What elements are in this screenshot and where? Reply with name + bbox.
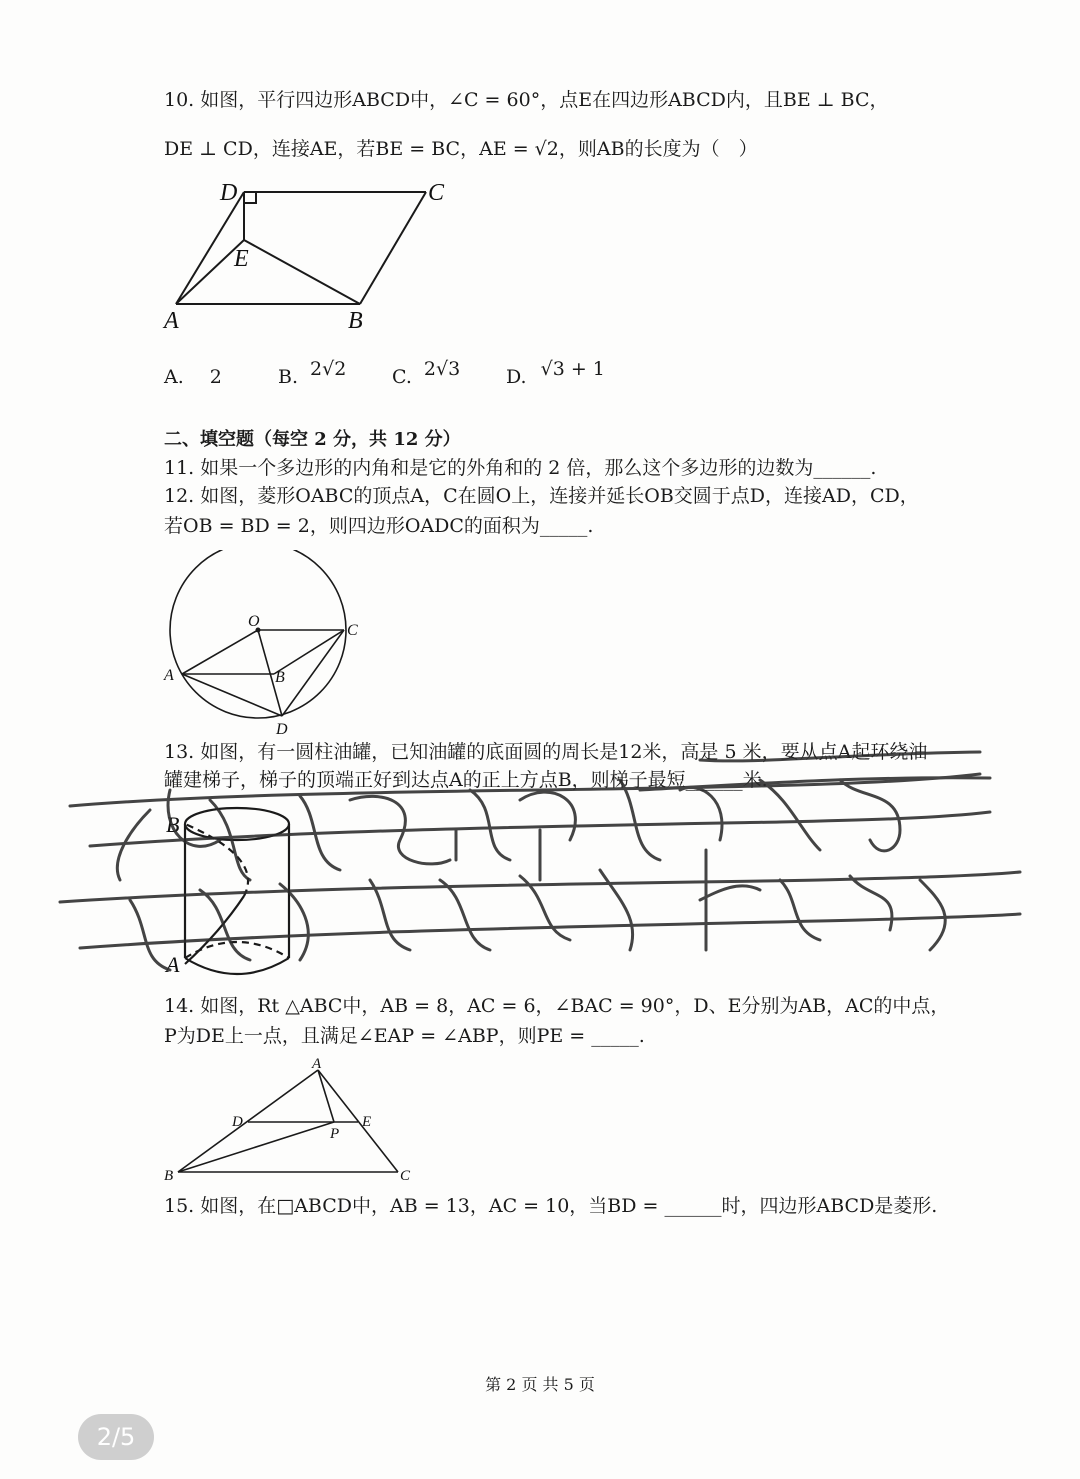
label-b: B: [164, 1168, 174, 1184]
label-d: D: [220, 180, 238, 206]
label-c: C: [347, 622, 358, 639]
label-d: D: [232, 1114, 243, 1130]
q12-line1: 12. 如图，菱形OABC的顶点A，C在圆O上，连接并延长OB交圆于点D，连接AD，CD，: [164, 485, 919, 507]
seg-bc: [274, 630, 344, 674]
seg-bp: [178, 1122, 334, 1172]
right-angle-mark: [244, 192, 256, 203]
ladder-path-back: [185, 824, 248, 896]
ladder-path-front: [185, 896, 244, 964]
label-a: A: [312, 1056, 322, 1072]
label-c: C: [428, 180, 445, 206]
q14-line1: 14. 如图，Rt △ABC中，AB = 8，AC = 6，∠BAC = 90°，D、E分别为AB，AC的中点，: [164, 995, 950, 1017]
q10-line2: DE ⊥ CD，连接AE，若BE = BC，AE = √2，则AB的长度为（ ）: [164, 138, 758, 160]
q10-line1: 10. 如图，平行四边形ABCD中，∠C = 60°，点E在四边形ABCD内，且BE ⊥ BC，: [164, 89, 889, 111]
seg-ab: [178, 1070, 318, 1172]
q12-figure: [160, 550, 380, 740]
label-a: A: [164, 308, 179, 334]
seg-ad: [182, 674, 282, 716]
q13-line1: 13. 如图，有一圆柱油罐，已知油罐的底面圆的周长是12米，高是 5 米，要从点A起环绕油: [164, 741, 928, 763]
label-d: D: [276, 721, 288, 738]
page-indicator[interactable]: 2/5: [78, 1414, 154, 1460]
label-c: C: [400, 1168, 411, 1184]
label-b: B: [348, 308, 363, 334]
q15-text: 15. 如图，在□ABCD中，AB = 13，AC = 10，当BD = ______时，四边形ABCD是菱形.: [164, 1195, 938, 1217]
label-o: O: [248, 613, 260, 630]
q10-option-d: D. √3 + 1: [506, 358, 605, 388]
q13-line2: 罐建梯子，梯子的顶端正好到达点A的正上方点B，则梯子最短______米.: [164, 769, 768, 791]
q14-figure: [160, 1056, 430, 1188]
cylinder-top: [185, 808, 289, 840]
label-a: A: [164, 667, 174, 684]
section2-title: 二、填空题（每空 2 分，共 12 分）: [164, 429, 461, 450]
q10-figure: [160, 172, 460, 337]
seg-ap: [318, 1070, 334, 1122]
q10-option-b: B. 2√2: [278, 358, 347, 388]
q11-text: 11. 如果一个多边形的内角和是它的外角和的 2 倍，那么这个多边形的边数为______.: [164, 457, 877, 479]
q10-option-a: A. 2: [164, 366, 222, 388]
seg-oa: [182, 630, 258, 674]
q14-line2: P为DE上一点，且满足∠EAP = ∠ABP，则PE = _____.: [164, 1025, 645, 1047]
edge-bc: [360, 192, 426, 304]
cylinder-bottom-front: [185, 958, 289, 974]
seg-ac: [318, 1070, 398, 1172]
label-b: B: [166, 812, 180, 837]
circle-o: [170, 550, 346, 718]
page-footer: 第 2 页 共 5 页: [485, 1375, 595, 1394]
q10-option-c: C. 2√3: [392, 358, 461, 388]
edge-eb: [244, 240, 360, 304]
q12-line2: 若OB = BD = 2，则四边形OADC的面积为_____.: [164, 515, 594, 537]
label-p: P: [330, 1126, 340, 1142]
label-e: E: [362, 1114, 372, 1130]
q13-figure: [160, 800, 300, 990]
label-b: B: [275, 669, 285, 686]
label-a: A: [166, 952, 180, 977]
label-e: E: [234, 246, 249, 272]
